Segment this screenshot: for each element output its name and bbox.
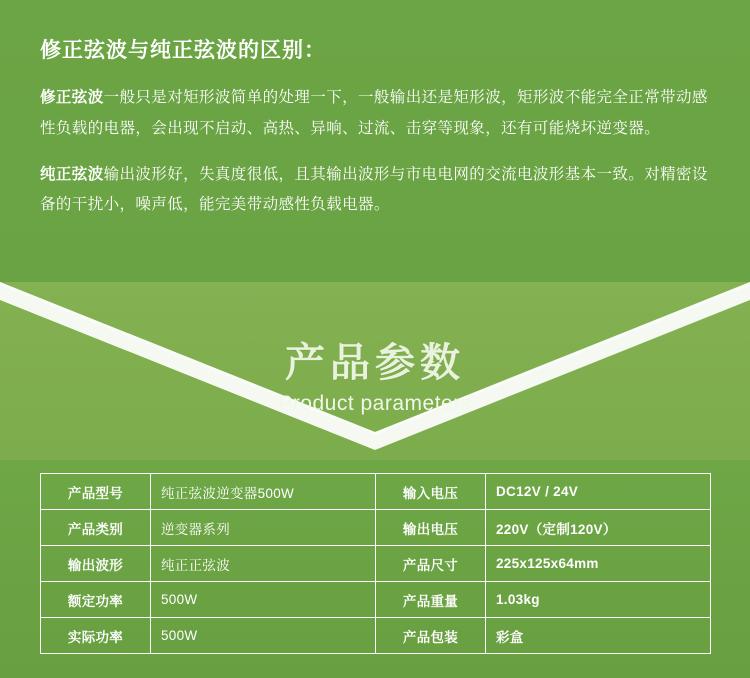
banner-title-cn: 产品参数: [285, 341, 465, 385]
param-label: 输出电压: [376, 510, 486, 546]
section-title: 修正弦波与纯正弦波的区别：: [40, 39, 326, 62]
param-label: 输出波形: [41, 546, 151, 582]
paragraph-modified-sine: [40, 83, 710, 143]
param-value: 纯正弦波逆变器500W: [151, 474, 376, 510]
param-label: 产品包装: [376, 618, 486, 654]
param-value: 彩盒: [486, 618, 711, 654]
table-row: [41, 582, 711, 618]
param-value: DC12V / 24V: [486, 474, 711, 510]
param-label: 额定功率: [41, 582, 151, 618]
param-label: 产品类别: [41, 510, 151, 546]
table-row: [41, 618, 711, 654]
param-value: 逆变器系列: [151, 510, 376, 546]
banner-text-group: [0, 282, 750, 460]
parameters-table-body: [41, 474, 711, 654]
parameters-table: [40, 473, 711, 654]
param-value: 500W: [151, 582, 376, 618]
param-label: 实际功率: [41, 618, 151, 654]
param-value: 纯正正弦波: [151, 546, 376, 582]
banner-title-en: Product parameters: [278, 392, 472, 415]
table-row: [41, 546, 711, 582]
product-parameters-section: [0, 460, 750, 678]
param-label: 输入电压: [376, 474, 486, 510]
paragraph-lead-modified-sine: 修正弦波: [40, 89, 104, 107]
param-value: 220V（定制120V）: [486, 510, 711, 546]
waveform-comparison-section: [0, 0, 750, 282]
paragraph-body-pure-sine: 输出波形好，失真度很低，且其输出波形与市电电网的交流电波形基本一致。对精密设备的干扰小，噪声低，能完美带动感性负载电器。: [40, 165, 708, 214]
table-row: [41, 510, 711, 546]
param-label: 产品重量: [376, 582, 486, 618]
param-value: 1.03kg: [486, 582, 711, 618]
param-value: 500W: [151, 618, 376, 654]
paragraph-body-modified-sine: 一般只是对矩形波简单的处理一下，一般输出还是矩形波，矩形波不能完全正常带动感性负载的电器，会出现不启动、高热、异响、过流、击穿等现象，还有可能烧坏逆变器。: [40, 89, 708, 137]
param-label: 产品尺寸: [376, 546, 486, 582]
paragraph-pure-sine: [40, 160, 710, 220]
param-label: 产品型号: [41, 474, 151, 510]
paragraph-lead-pure-sine: 纯正弦波: [40, 165, 104, 183]
param-value: 225x125x64mm: [486, 546, 711, 582]
table-row: [41, 474, 711, 510]
product-parameters-banner: [0, 282, 750, 460]
